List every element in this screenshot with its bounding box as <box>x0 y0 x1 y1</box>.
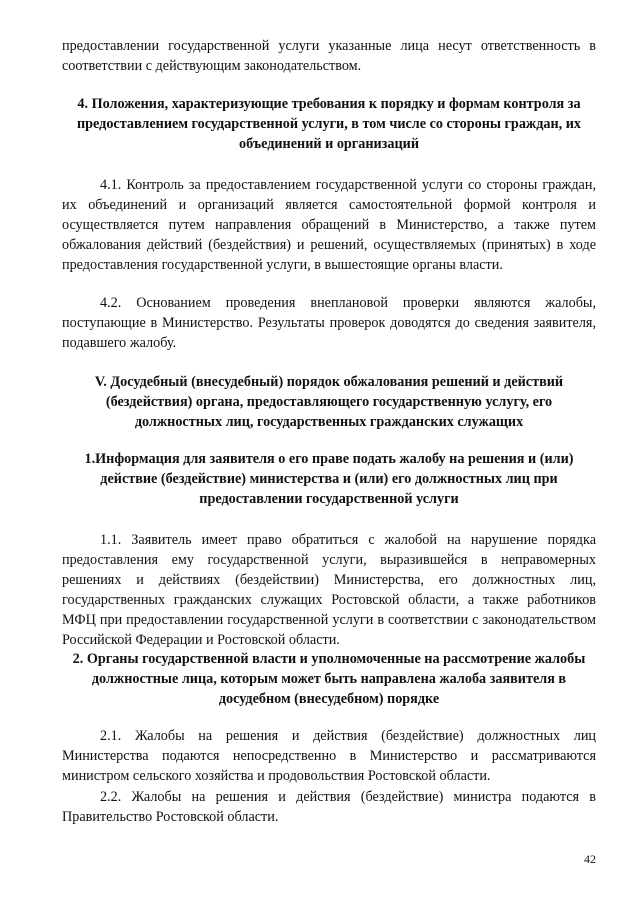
continuation-paragraph: предоставлении государственной услуги указанные лица несут ответственность в соответствии с действующим законодательством. <box>62 38 596 74</box>
paragraph-4-1: 4.1. Контроль за предоставлением государственной услуги со стороны граждан, их объединений и организаций является самостоятельной формой контроля и осуществляется путем направления обращений в Министерство, а также путем обжалования действий (бездействия) и решений, осуществляемых (принятых) в ходе предоставления государственной услуги, в вышестоящие органы власти. <box>62 177 596 273</box>
section-4-heading: 4. Положения, характеризующие требования к порядку и формам контроля за предоставлением государственной услуги, в том числе со стороны граждан, их объединений и организаций <box>76 96 582 152</box>
paragraph-4-2: 4.2. Основанием проведения внеплановой проверки являются жалобы, поступающие в Министерство. Результаты проверок доводятся до сведения заявителя, подавшего жалобу. <box>62 295 596 351</box>
subsection-2-heading: 2. Органы государственной власти и уполномоченные на рассмотрение жалобы должностные лица, которым может быть направлена жалоба заявителя в досудебном (внесудебном) порядке <box>72 651 586 707</box>
section-5-heading: V. Досудебный (внесудебный) порядок обжалования решений и действий (бездействия) органа, предоставляющего государственную услугу, его должностных лиц, государственных гражданских служащих <box>94 374 564 430</box>
paragraph-1-1: 1.1. Заявитель имеет право обратиться с жалобой на нарушение порядка предоставления ему государственной услуги, выразившейся в неправомерных решениях и действиях (бездействии) Министерства, его должностных лиц, государственных гражданских служащих Ростовской области, а также работников МФЦ при предоставлении государственной услуги в соответствии с законодательством Российской Федерации и Ростовской области. <box>62 532 596 648</box>
paragraph-2-2: 2.2. Жалобы на решения и действия (бездействие) министра подаются в Правительство Ростовской области. <box>62 789 596 825</box>
page-number: 42 <box>584 852 596 866</box>
paragraph-2-1: 2.1. Жалобы на решения и действия (бездействие) должностных лиц Министерства подаются непосредственно в Министерство и рассматриваются министром сельского хозяйства и продовольствия Ростовской области. <box>62 728 596 784</box>
subsection-1-heading: 1.Информация для заявителя о его праве подать жалобу на решения и (или) действие (бездействие) министерства и (или) его должностных лиц при предоставлении государственной услуги <box>84 451 574 507</box>
